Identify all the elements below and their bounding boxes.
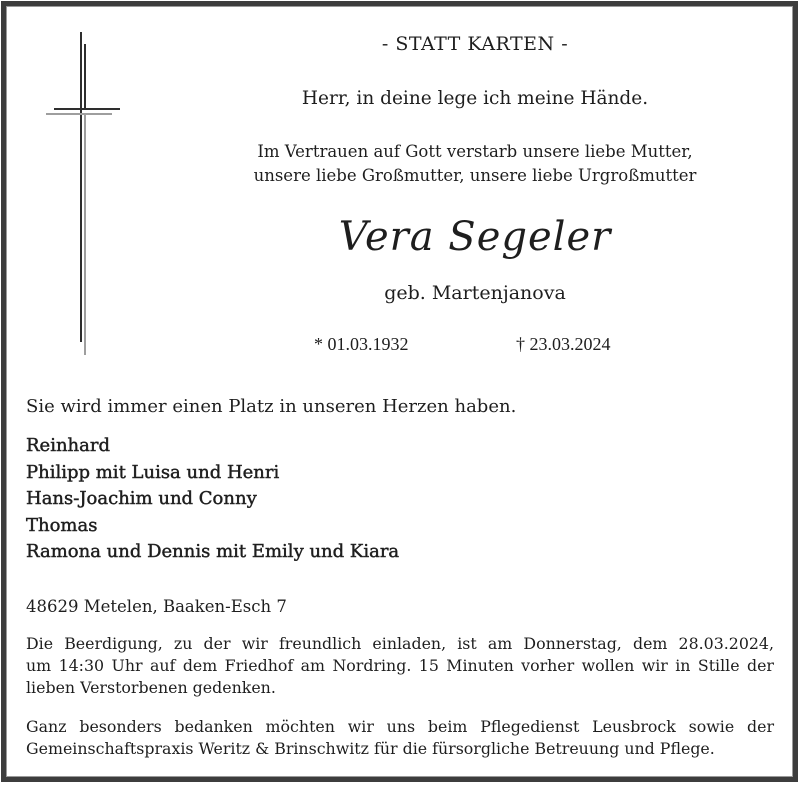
cross-horizontal-dark [54, 108, 120, 110]
intro-text [210, 140, 740, 188]
thanks-line: Ganz besonders bedanken möchten wir uns beim Pflegedienst Leusbrock sowie der [26, 717, 774, 736]
mourners-list [26, 433, 776, 566]
mourner: Thomas [26, 514, 98, 536]
bible-verse: Herr, in deine lege ich meine Hände. [301, 88, 649, 109]
mourner: Philipp mit Luisa und Henri [26, 461, 280, 483]
address: 48629 Metelen, Baaken-Esch 7 [26, 597, 287, 616]
death-date: † 23.03.2024 [516, 334, 611, 354]
cross-vertical-dark-top [84, 44, 86, 110]
funeral-info [26, 633, 774, 699]
cross-horizontal-shadow [46, 113, 112, 115]
birth-date: * 01.03.1932 [314, 334, 409, 354]
intro-line: unsere liebe Großmutter, unsere liebe Urgroßmutter [253, 166, 697, 185]
cross-vertical-shadow [84, 114, 86, 355]
mourner: Ramona und Dennis mit Emily und Kiara [26, 541, 400, 562]
thanks-text [26, 716, 774, 760]
mourner: Reinhard [26, 435, 111, 456]
header-statt-karten: - STATT KARTEN - [381, 33, 569, 55]
thanks-line: Gemeinschaftspraxis Weritz & Brinschwitz für die fürsorgliche Betreuung und Pflege. [26, 739, 715, 758]
cross-vertical-dark [80, 32, 82, 342]
motto: Sie wird immer einen Platz in unseren Herzen haben. [26, 396, 517, 417]
funeral-line: Die Beerdigung, zu der wir freundlich einladen, ist am Donnerstag, dem 28.03.2024, [26, 634, 774, 653]
mourner: Hans-Joachim und Conny [26, 488, 257, 509]
funeral-line: um 14:30 Uhr auf dem Friedhof am Nordring. 15 Minuten vorher wollen wir in Stille der [26, 656, 774, 675]
birth-name: geb. Martenjanova [384, 282, 566, 304]
funeral-line: lieben Verstorbenen gedenken. [26, 678, 276, 697]
deceased-name: Vera Segeler [338, 214, 612, 260]
intro-line: Im Vertrauen auf Gott verstarb unsere liebe Mutter, [257, 142, 693, 161]
